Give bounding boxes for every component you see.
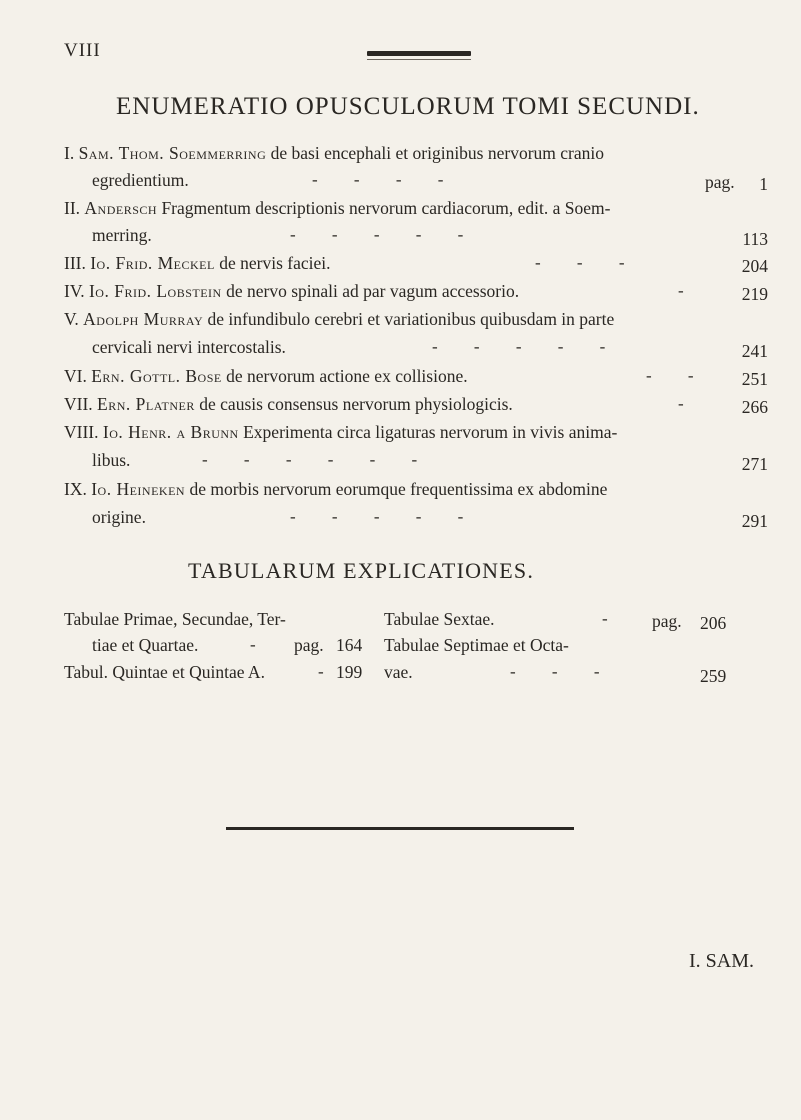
entry-1-text: de basi encephali et originibus nervorum cranio [270,143,605,163]
entry-4-dashes: - [678,281,684,300]
entry-5-line-1 [64,309,614,330]
entry-1-numeral: I. [64,143,75,163]
entry-9-line-1 [64,479,607,500]
tables-left-line-3-page: 199 [336,662,363,682]
tables-left-line-1: Tabulae Primae, Secundae, Ter- [64,609,286,629]
page-number: VIII [64,40,101,61]
bottom-rule [226,827,574,830]
tables-right-line-3-dashes: - - - [510,662,600,681]
tables-left-line-2-page: 164 [336,635,363,655]
entry-2-numeral: II. [64,198,81,218]
entry-3-numeral: III. [64,253,86,273]
entry-8-page: 271 [741,454,768,474]
header-rule [367,51,471,56]
entry-3-author: Io. Frid. Meckel [90,253,215,273]
entry-2-author: Andersch [84,198,158,218]
tables-right-line-2: Tabulae Septimae et Octa- [384,635,569,655]
entry-7-author: Ern. Platner [97,394,195,414]
entry-7-dashes: - [678,394,684,413]
tables-right-line-3-page: 259 [700,666,727,686]
entry-1-author: Sam. Thom. Soemmerring [78,143,267,163]
entry-9-author: Io. Heineken [91,479,186,499]
tables-right-line-1: Tabulae Sextae. [384,609,495,629]
header-rule-thin [367,59,471,60]
entry-8-line-1 [64,422,617,443]
entry-3-dashes: - - - [535,253,625,272]
tables-left-line-2: tiae et Quartae. [92,635,199,655]
entry-2-page: 113 [742,229,768,249]
entry-5-text-continued: cervicali nervi intercostalis. [92,337,286,357]
tables-right-line-1-page: 206 [700,613,727,633]
entry-5-page: 241 [741,341,768,361]
entry-3-page: 204 [741,256,768,276]
tables-right-line-1-pag: pag. [652,611,682,631]
entry-1-pag: pag. [705,172,735,192]
entry-6-text: de nervorum actione ex collisione. [226,366,468,386]
entry-6-author: Ern. Gottl. Bose [91,366,222,386]
entry-4-page: 219 [741,284,768,304]
entry-2-text: Fragmentum descriptionis nervorum cardiacorum, edit. a Soem- [161,198,611,218]
entry-7-text: de causis consensus nervorum physiologicis. [199,394,513,414]
tables-right-line-1-dashes: - [602,609,608,628]
entry-6-numeral: VI. [64,366,87,386]
entry-7-numeral: VII. [64,394,93,414]
entry-9-text: de morbis nervorum eorumque frequentissima ex abdomine [189,479,608,499]
entry-8-author: Io. Henr. a Brunn [102,422,239,442]
entry-7-line-1 [64,394,513,415]
tables-right-line-3: vae. [384,662,413,682]
entry-5-text: de infundibulo cerebri et variationibus quibusdam in parte [207,309,615,329]
entry-2-line-1 [64,198,610,219]
entry-3-line-1 [64,253,331,274]
entry-1-line-1 [64,143,604,164]
catchword: I. SAM. [689,950,755,972]
entry-1-page: 1 [759,174,768,194]
entry-6-page: 251 [741,369,768,389]
entry-4-numeral: IV. [64,281,85,301]
entry-2-dashes: - - - - - [290,225,464,244]
entry-4-line-1 [64,281,519,302]
tables-left-line-3-dashes: - [318,662,324,681]
entry-9-numeral: IX. [64,479,87,499]
page-title: ENUMERATIO OPUSCULORUM TOMI SECUNDI. [116,93,700,120]
entry-6-line-1 [64,366,468,387]
entry-1-dashes: - - - - [312,170,444,189]
entry-2-text-continued: merring. [92,225,152,245]
entry-9-text-continued: origine. [92,507,146,527]
entry-8-text: Experimenta circa ligaturas nervorum in vivis anima- [243,422,618,442]
entry-1-text-continued: egredientium. [92,170,189,190]
entry-6-dashes: - - [646,366,694,385]
entry-9-dashes: - - - - - [290,507,464,526]
entry-3-text: de nervis faciei. [219,253,331,273]
entry-8-numeral: VIII. [64,422,99,442]
entry-4-author: Io. Frid. Lobstein [88,281,222,301]
entry-9-page: 291 [741,511,768,531]
tables-left-line-3: Tabul. Quintae et Quintae A. [64,662,265,682]
entry-5-dashes: - - - - - [432,337,606,356]
entry-8-dashes: - - - - - - [202,450,418,469]
entry-7-page: 266 [741,397,768,417]
entry-4-text: de nervo spinali ad par vagum accessorio. [226,281,520,301]
entry-5-numeral: V. [64,309,79,329]
tables-left-line-2-dashes: - [250,635,256,654]
tables-left-line-2-pag: pag. [294,635,324,655]
entry-5-author: Adolph Murray [83,309,204,329]
tables-heading: TABULARUM EXPLICATIONES. [188,558,535,583]
entry-8-text-continued: libus. [92,450,131,470]
